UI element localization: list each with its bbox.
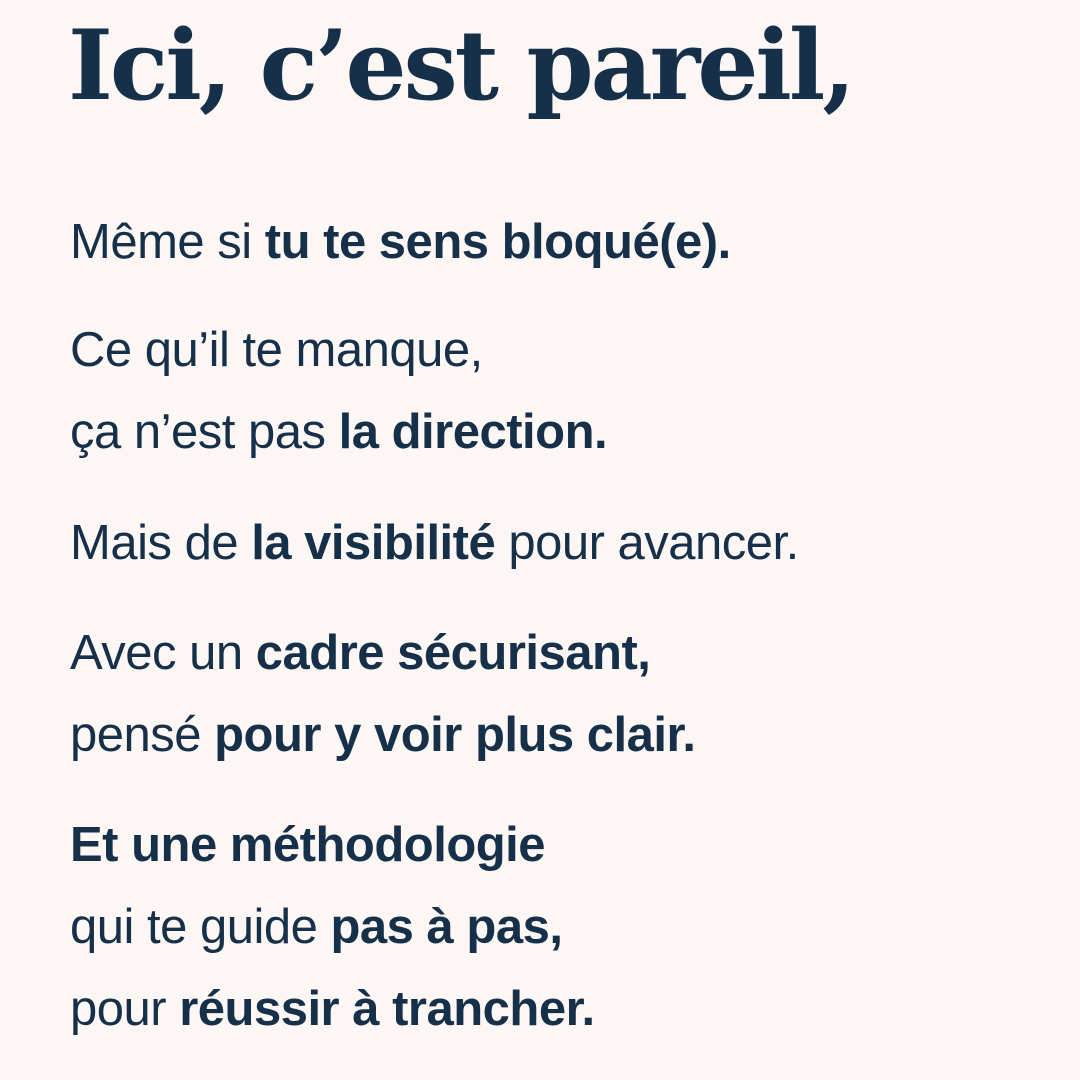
text-segment-bold: cadre sécurisant, (255, 626, 651, 680)
text-line (70, 391, 607, 473)
text-segment: pour avancer. (495, 516, 799, 570)
text-segment-bold: pas à pas, (330, 900, 563, 954)
text-line (70, 886, 595, 968)
text-segment: ça n’est pas (70, 405, 339, 459)
text-segment: qui te guide (70, 900, 331, 954)
text-segment: Mais de (70, 516, 252, 570)
text-segment-bold: la visibilité (251, 516, 496, 570)
text-segment: Même si (70, 215, 265, 269)
text-line (70, 201, 731, 283)
paragraph-direction (70, 309, 607, 473)
text-segment: pensé (70, 708, 215, 762)
text-segment-bold: la direction. (338, 405, 608, 459)
text-segment: pour (70, 982, 180, 1036)
paragraph-blocked (70, 201, 731, 283)
text-line (70, 694, 696, 776)
text-line (70, 309, 607, 391)
paragraph-framework (70, 612, 696, 776)
text-segment-bold: Et une méthodologie (70, 818, 546, 872)
text-segment-bold: réussir à trancher. (179, 982, 595, 1036)
text-line (70, 968, 595, 1050)
text-segment-bold: tu te sens bloqué(e). (264, 215, 731, 269)
paragraph-visibility (70, 502, 799, 584)
paragraph-methodology (70, 804, 595, 1050)
text-line (70, 804, 595, 886)
text-segment: Ce qu’il te manque, (70, 323, 483, 377)
text-segment: Avec un (70, 626, 256, 680)
text-segment-bold: pour y voir plus clair. (214, 708, 696, 762)
text-line (70, 502, 799, 584)
page-title: Ici, c’est pareil, (68, 9, 853, 122)
text-line (70, 612, 696, 694)
